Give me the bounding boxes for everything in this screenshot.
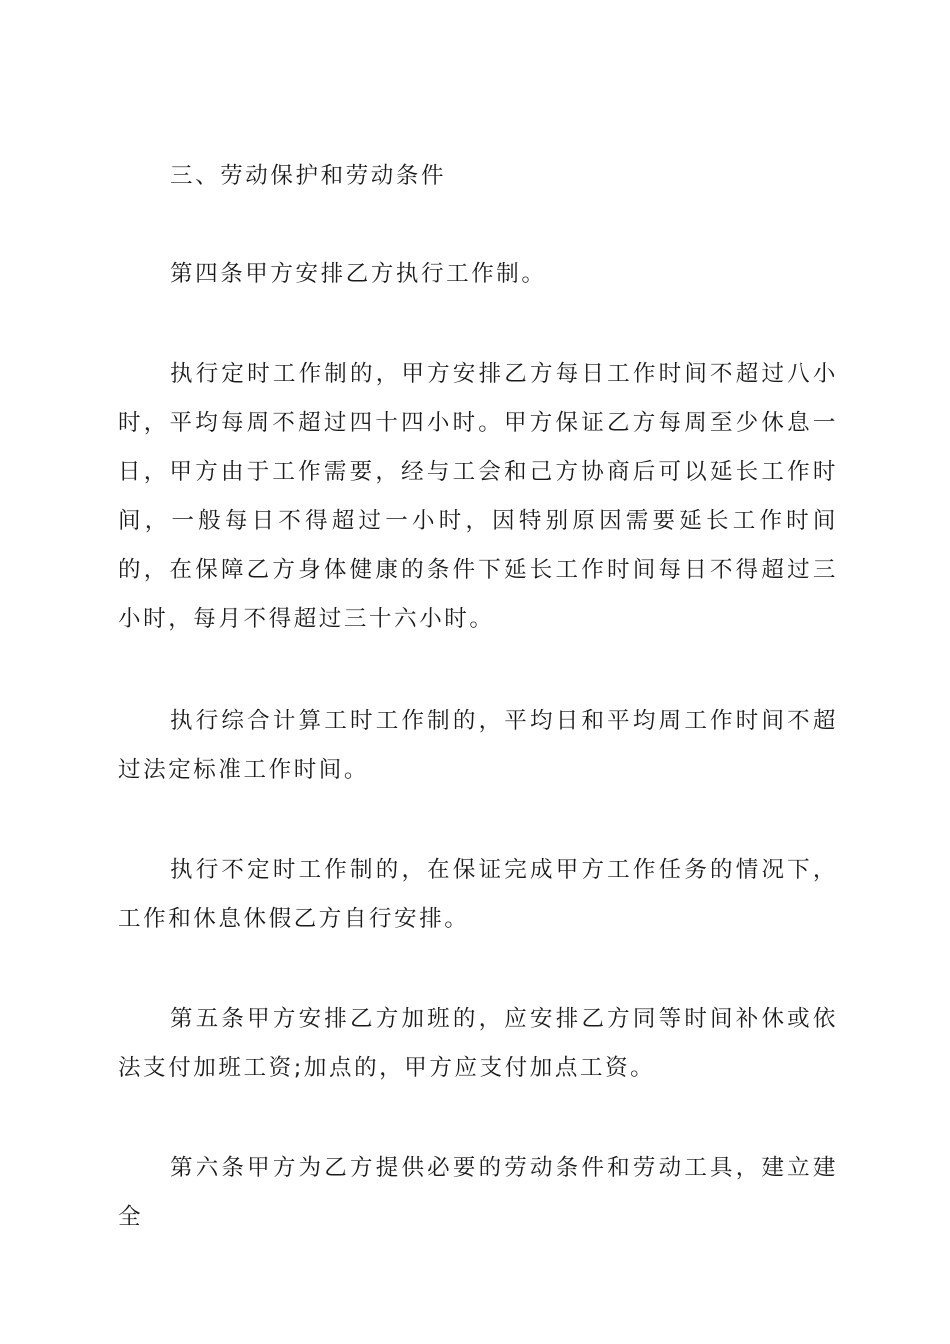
article-four-title: 第四条甲方安排乙方执行工作制。	[170, 261, 547, 287]
article-six-conditions: 第六条甲方为乙方提供必要的劳动条件和劳动工具，建立建全	[118, 1155, 838, 1230]
section-heading: 三、劳动保护和劳动条件	[170, 163, 447, 189]
paragraph-comprehensive-hours: 执行综合计算工时工作制的，平均日和平均周工作时间不超过法定标准工作时间。	[118, 708, 838, 783]
paragraph-fixed-hours: 执行定时工作制的，甲方安排乙方每日工作时间不超过八小时，平均每周不超过四十四小时。甲方保证乙方每周至少休息一日，甲方由于工作需要，经与工会和己方协商后可以延长工作时间，一般每日不得超过一小时，因特别原因需要延长工作时间的，在保障乙方身体健康的条件下延长工作时间每日不得超过三小时，每月不得超过三十六小时。	[118, 361, 838, 632]
article-five-overtime: 第五条甲方安排乙方加班的，应安排乙方同等时间补休或依法支付加班工资;加点的，甲方应支付加点工资。	[118, 1006, 838, 1081]
paragraph-flexible-hours: 执行不定时工作制的，在保证完成甲方工作任务的情况下，工作和休息休假乙方自行安排。	[118, 857, 838, 932]
